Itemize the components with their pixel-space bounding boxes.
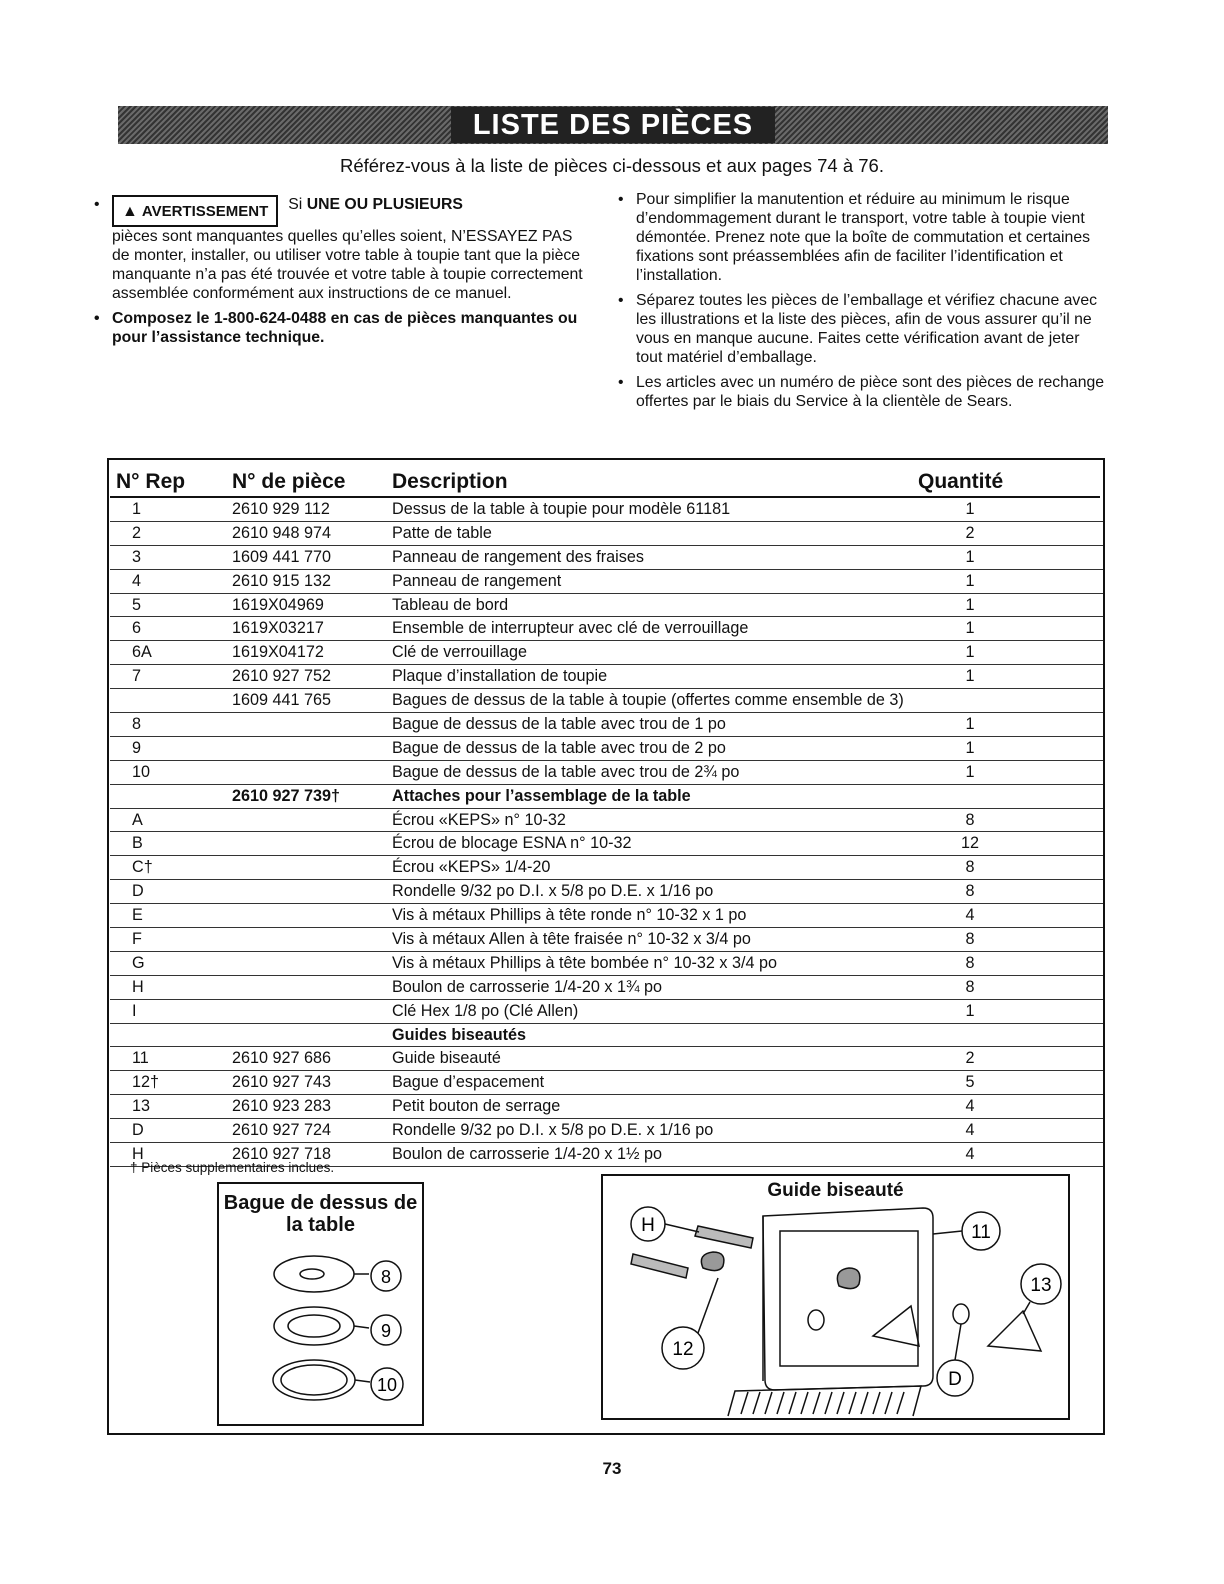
warning-badge [112,195,278,227]
figure-bague [217,1182,424,1426]
cell-description: Rondelle 9/32 po D.I. x 5/8 po D.E. x 1/16 po [392,882,714,901]
cell-description: Attaches pour l’assemblage de la table [392,786,691,805]
cell-rep: 6 [132,619,142,638]
cell-quantity: 1 [965,667,975,686]
miter-guide-illustration [603,1176,1068,1418]
cell-quantity: 1 [965,500,975,518]
cell-rep: E [132,906,143,925]
table-row [110,809,1103,833]
cell-part: 1619X03217 [232,619,324,638]
cell-quantity: 8 [965,858,975,877]
table-row [110,904,1103,928]
callout-12: 12 [672,1339,694,1360]
cell-description: Ensemble de interrupteur avec clé de verrouillage [392,619,749,638]
cell-description: Dessus de la table à toupie pour modèle 61181 [392,500,731,518]
cell-quantity: 8 [965,882,975,901]
cell-part: 2610 927 718 [232,1145,332,1164]
table-row [110,498,1103,522]
parts-table-body [110,498,1103,1167]
phone-note: • Composez le 1-800-624-0488 en cas de pièces manquantes ou pour l’assistance technique. [92,309,592,347]
table-row [110,594,1103,618]
table-row [110,665,1103,689]
cell-rep: A [132,810,143,829]
table-row [110,617,1103,641]
cell-part: 1609 441 770 [232,547,332,566]
cell-description: Boulon de carrosserie 1/4-20 x 1½ po [392,1145,662,1164]
callout-H: H [641,1215,655,1236]
callout-9: 9 [380,1321,392,1341]
cell-quantity: 4 [965,1097,975,1116]
callout-13: 13 [1030,1275,1052,1296]
table-row [110,641,1103,665]
cell-description: Bague d’espacement [392,1073,545,1092]
header-rep: N° Rep [116,470,186,493]
cell-description: Bague de dessus de la table avec trou de 1 po [392,715,726,734]
cell-part: 2610 915 132 [232,571,332,590]
figure-guide-title: Guide biseauté [767,1180,904,1201]
cell-description: Vis à métaux Phillips à tête bombée n° 10-32 x 3/4 po [392,953,778,972]
table-row [110,880,1103,904]
cell-quantity: 8 [965,953,975,972]
table-row [110,522,1103,546]
cell-quantity: 4 [965,1121,975,1140]
cell-description: Guide biseauté [392,1049,501,1068]
cell-description: Clé de verrouillage [392,643,527,662]
cell-quantity: 1 [965,547,975,566]
left-column [92,195,592,353]
table-row [110,570,1103,594]
table-row [110,689,1103,713]
warning-block [92,195,592,303]
cell-part: 2610 929 112 [232,500,330,518]
table-group-row [110,785,1103,809]
intro-text: Référez-vous à la liste de pièces ci-dessous et aux pages 74 à 76. [339,155,884,176]
table-row [110,976,1103,1000]
table-group-row [110,1024,1103,1048]
warning-text: pièces sont manquantes quelles qu’elles soient, N’ESSAYEZ PAS de monter, installer, ou utiliser votre table à toupie tant que la pièce manquante n’a pas été trouvée et votre table à toupie correctement assemblée conformément aux instructions de ce manuel. [112,228,583,302]
cell-rep: 5 [132,595,142,614]
callout-11: 11 [971,1222,991,1243]
table-row [110,737,1103,761]
cell-rep: I [132,1001,137,1020]
figure-guide [601,1174,1070,1420]
cell-description: Écrou «KEPS» 1/4-20 [392,858,551,877]
cell-quantity: 5 [965,1073,975,1092]
cell-description: Boulon de carrosserie 1/4-20 x 1¾ po [392,977,662,996]
cell-quantity: 8 [965,810,975,829]
cell-quantity: 1 [965,762,975,781]
cell-rep: 6A [132,643,152,662]
cell-rep: D [132,882,144,901]
cell-rep: D [132,1121,144,1140]
cell-part: 1609 441 765 [232,691,332,710]
cell-quantity: 8 [965,977,975,996]
cell-quantity: 2 [965,1049,975,1068]
table-row [110,761,1103,785]
cell-quantity: 1 [965,643,975,662]
cell-description: Bagues de dessus de la table à toupie (offertes comme ensemble de 3) [392,691,904,710]
cell-part: 2610 927 739† [232,786,341,805]
cell-rep: 12† [132,1073,160,1092]
header-quantity: Quantité [918,470,1004,493]
table-row [110,928,1103,952]
info-bullet: • Les articles avec un numéro de pièce sont des pièces de rechange offertes par le biais du Service à la clientèle de Sears. [616,373,1106,411]
table-row [110,832,1103,856]
cell-rep: 3 [132,547,142,566]
table-row [110,856,1103,880]
cell-part: 2610 923 283 [232,1097,332,1116]
table-row [110,1095,1103,1119]
cell-quantity: 1 [965,595,975,614]
title-banner [118,106,1108,144]
callout-8: 8 [380,1267,392,1287]
cell-rep: B [132,834,143,853]
cell-description: Rondelle 9/32 po D.I. x 5/8 po D.E. x 1/16 po [392,1121,714,1140]
cell-description: Panneau de rangement des fraises [392,547,644,566]
cell-description: Écrou «KEPS» n° 10-32 [392,810,566,829]
cell-description: Patte de table [392,523,492,542]
cell-description: Bague de dessus de la table avec trou de 2 po [392,738,726,757]
rings-illustration [219,1184,422,1424]
cell-description: Clé Hex 1/8 po (Clé Allen) [392,1001,579,1020]
cell-rep: 7 [132,667,142,686]
callout-D: D [948,1369,962,1390]
cell-description: Petit bouton de serrage [392,1097,561,1116]
table-row [110,1047,1103,1071]
cell-rep: 9 [132,738,142,757]
cell-rep: F [132,930,142,949]
info-bullet: • Séparez toutes les pièces de l’emballage et vérifiez chacune avec les illustrations et la liste des pièces, afin de vous assurer qu’il ne vous en manque aucune. Faites cette vérification avant de jeter tout matériel d’emballage. [616,291,1106,367]
right-column [616,190,1106,417]
cell-quantity: 4 [965,1145,975,1164]
cell-description: Vis à métaux Phillips à tête ronde n° 10-32 x 1 po [392,906,747,925]
cell-rep: 1 [132,500,142,518]
cell-part: 2610 927 743 [232,1073,332,1092]
callout-10: 10 [376,1375,398,1395]
cell-description: Tableau de bord [392,595,509,614]
cell-rep: H [132,977,144,996]
table-row [110,1119,1103,1143]
cell-quantity: 12 [960,834,979,853]
cell-rep: 11 [132,1049,149,1068]
cell-part: 2610 948 974 [232,523,332,542]
cell-part: 1619X04969 [232,595,324,614]
cell-quantity: 1 [965,571,975,590]
table-row [110,1000,1103,1024]
cell-quantity: 1 [965,1001,975,1020]
cell-rep: 2 [132,523,142,542]
warning-lead: Si UNE OU PLUSIEURS [288,196,463,213]
table-row [110,1071,1103,1095]
cell-part: 2610 927 752 [232,667,332,686]
cell-quantity: 4 [965,906,975,925]
table-header [110,468,1100,498]
info-bullet: • Pour simplifier la manutention et réduire au minimum le risque d’endommagement durant le transport, votre table à toupie vient démontée. Prenez note que la boîte de commutation et certaines fixations sont préassemblées afin de faciliter l’identification et l’installation. [616,190,1106,285]
cell-part: 2610 927 724 [232,1121,332,1140]
figure-bague-title: Bague de dessus de la table [223,1192,418,1236]
page-title: LISTE DES PIÈCES [451,107,775,143]
cell-part: 2610 927 686 [232,1049,332,1068]
warning-triangle-icon: • ▲ [122,202,138,220]
header-part: N° de pièce [232,470,346,493]
cell-quantity: 2 [965,523,975,542]
header-description: Description [392,470,508,493]
cell-rep: H [132,1145,144,1164]
cell-quantity: 1 [965,738,975,757]
cell-description: Bague de dessus de la table avec trou de 2¾ po [392,762,740,781]
cell-quantity: 8 [965,930,975,949]
cell-description: Plaque d’installation de toupie [392,667,608,686]
cell-rep: C† [132,858,153,877]
cell-description: Panneau de rangement [392,571,562,590]
cell-rep: G [132,953,145,972]
cell-quantity: 1 [965,715,975,734]
cell-rep: 10 [132,762,151,781]
cell-description: Écrou de blocage ESNA n° 10-32 [392,834,632,853]
cell-part: 1619X04172 [232,643,324,662]
cell-rep: 8 [132,715,142,734]
cell-rep: 4 [132,571,142,590]
cell-quantity: 1 [965,619,975,638]
cell-description: Guides biseautés [392,1025,527,1044]
cell-rep: 13 [132,1097,151,1116]
footnote: † Pièces supplementaires inclues. [130,1160,335,1175]
table-row [110,713,1103,737]
table-row [110,546,1103,570]
table-row [110,952,1103,976]
warning-badge-label: AVERTISSEMENT [141,202,269,220]
page-number: 73 [602,1459,622,1478]
cell-description: Vis à métaux Allen à tête fraisée n° 10-32 x 3/4 po [392,930,751,949]
